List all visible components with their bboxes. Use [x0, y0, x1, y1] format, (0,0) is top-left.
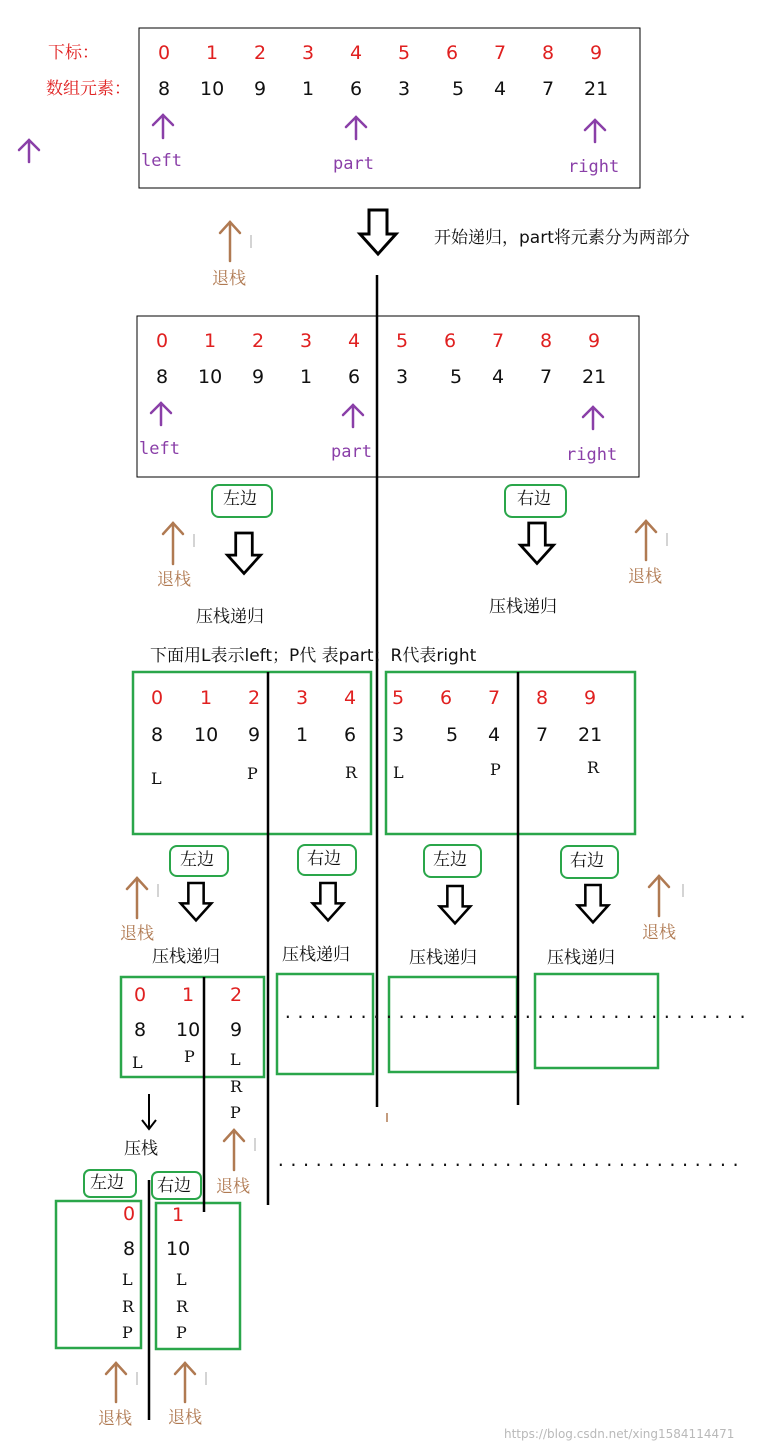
- b2-index-9: 9: [588, 330, 601, 352]
- leaf0-value: 8: [123, 1238, 136, 1260]
- index-2: 2: [254, 42, 267, 64]
- b2-value-9: 21: [582, 366, 607, 388]
- l2-index-6: 6: [440, 687, 453, 709]
- index-9: 9: [590, 42, 603, 64]
- leaf1-index: 1: [172, 1204, 185, 1226]
- index-row-label: 下标：: [48, 43, 99, 63]
- tag-right-1: 右边: [517, 489, 551, 509]
- index-3: 3: [302, 42, 315, 64]
- l2-value-5: 3: [392, 724, 405, 746]
- start-recursion-caption: 开始递归，part将元素分为两部分: [434, 228, 690, 248]
- l2-index-8: 8: [536, 687, 549, 709]
- l2-value-0: 8: [151, 724, 164, 746]
- l2-value-4: 6: [344, 724, 357, 746]
- b2-index-8: 8: [540, 330, 553, 352]
- l2-left-R: R: [345, 763, 358, 782]
- index-8: 8: [542, 42, 555, 64]
- b2-value-1: 10: [198, 366, 223, 388]
- l2-index-2: 2: [248, 687, 261, 709]
- l2-value-7: 4: [488, 724, 501, 746]
- value-8: 7: [542, 78, 555, 100]
- leaf0-R: R: [122, 1297, 135, 1316]
- leaf1-L: L: [176, 1270, 187, 1289]
- b2-value-7: 4: [492, 366, 505, 388]
- b2-index-1: 1: [204, 330, 217, 352]
- push-recursion-1: 压栈递归: [196, 607, 264, 627]
- l2-value-9: 21: [578, 724, 603, 746]
- tag-left-2a: 左边: [180, 850, 214, 870]
- tag-left-3: 左边: [90, 1173, 124, 1193]
- value-9: 21: [584, 78, 609, 100]
- l2-left-P: P: [247, 764, 258, 783]
- value-3: 1: [302, 78, 315, 100]
- value-5: 3: [398, 78, 411, 100]
- l2-left-L: L: [151, 769, 162, 788]
- l3-value-0: 8: [134, 1019, 147, 1041]
- left-pointer-label: left: [141, 151, 182, 171]
- b2-left-pointer-label: left: [139, 439, 180, 459]
- box-r-l: [389, 977, 517, 1072]
- l2-right-P: P: [490, 760, 501, 779]
- tag-right-2a: 右边: [307, 849, 341, 869]
- value-0: 8: [158, 78, 171, 100]
- index-6: 6: [446, 42, 459, 64]
- l3-L: L: [132, 1053, 143, 1072]
- l3-index-0: 0: [134, 984, 147, 1006]
- b2-index-5: 5: [396, 330, 409, 352]
- b2-value-2: 9: [252, 366, 265, 388]
- push-arrow: [142, 1094, 156, 1129]
- pop-label-3: 退栈: [628, 567, 662, 587]
- index-5: 5: [398, 42, 411, 64]
- l3-idx2-L: L: [230, 1050, 241, 1069]
- l2-index-3: 3: [296, 687, 309, 709]
- b2-value-6: 5: [450, 366, 463, 388]
- down-arrow-right-1: [520, 523, 553, 563]
- push-recursion-3: 压栈递归: [152, 947, 220, 967]
- leaf1-P: P: [176, 1323, 187, 1342]
- b2-right-pointer-label: right: [566, 445, 618, 465]
- right-pointer-label: right: [568, 157, 620, 177]
- pop-label-7: 退栈: [98, 1409, 132, 1429]
- index-4: 4: [350, 42, 363, 64]
- l2-value-8: 7: [536, 724, 549, 746]
- l3-idx2-R: R: [230, 1077, 243, 1096]
- dotted-line-1: .....................................: [283, 1003, 751, 1022]
- value-7: 4: [494, 78, 507, 100]
- box-l-r: [277, 974, 373, 1074]
- down-arrow-right-2b: [578, 885, 609, 922]
- pop-label-2: 退栈: [157, 570, 191, 590]
- index-7: 7: [494, 42, 507, 64]
- down-arrow-right-2a: [313, 883, 344, 920]
- elements-row-label: 数组元素：: [46, 79, 131, 99]
- l2-index-5: 5: [392, 687, 405, 709]
- b2-index-0: 0: [156, 330, 169, 352]
- l2-index-9: 9: [584, 687, 597, 709]
- bracket-marks: [137, 235, 683, 1385]
- leaf1-R: R: [176, 1297, 189, 1316]
- down-arrow-left-2b: [440, 886, 471, 923]
- notation-caption: 下面用L表示left；P代 表part；R代表right: [150, 646, 477, 666]
- box-right-half: [386, 672, 635, 834]
- index-1: 1: [206, 42, 219, 64]
- tag-right-2b: 右边: [570, 851, 604, 871]
- l2-value-2: 9: [248, 724, 261, 746]
- b2-value-5: 3: [396, 366, 409, 388]
- l2-right-R: R: [587, 758, 600, 777]
- leaf1-value: 10: [166, 1238, 191, 1260]
- l2-index-4: 4: [344, 687, 357, 709]
- b2-index-7: 7: [492, 330, 505, 352]
- l2-index-1: 1: [200, 687, 213, 709]
- l2-value-6: 5: [446, 724, 459, 746]
- l3-value-2: 9: [230, 1019, 243, 1041]
- l2-right-L: L: [393, 763, 404, 782]
- value-6: 5: [452, 78, 465, 100]
- l2-value-3: 1: [296, 724, 309, 746]
- tag-right-3: 右边: [157, 1176, 191, 1196]
- tag-left-1: 左边: [223, 489, 257, 509]
- leaf0-P: P: [122, 1323, 133, 1342]
- b2-value-0: 8: [156, 366, 169, 388]
- l2-index-7: 7: [488, 687, 501, 709]
- b2-part-pointer-label: part: [331, 442, 372, 462]
- l3-idx2-P: P: [230, 1103, 241, 1122]
- pop-arrows: [106, 222, 669, 1402]
- b2-index-3: 3: [300, 330, 313, 352]
- b2-index-2: 2: [252, 330, 265, 352]
- l2-index-0: 0: [151, 687, 164, 709]
- l3-index-1: 1: [182, 984, 195, 1006]
- push-recursion-5: 压栈递归: [409, 948, 477, 968]
- dotted-line-2: .....................................: [276, 1151, 744, 1170]
- pop-label-1: 退栈: [212, 269, 246, 289]
- pop-label-8: 退栈: [168, 1408, 202, 1428]
- push-recursion-2: 压栈递归: [489, 597, 557, 617]
- b2-value-3: 1: [300, 366, 313, 388]
- index-0: 0: [158, 42, 171, 64]
- push-recursion-6: 压栈递归: [547, 948, 615, 968]
- down-arrow-start: [360, 210, 396, 254]
- box-leaf-1: [156, 1203, 240, 1349]
- push-recursion-4: 压栈递归: [282, 945, 350, 965]
- l2-value-1: 10: [194, 724, 219, 746]
- value-1: 10: [200, 78, 225, 100]
- leaf0-L: L: [122, 1270, 133, 1289]
- down-arrow-left-1: [227, 533, 260, 573]
- part-pointer-label: part: [333, 154, 374, 174]
- tag-left-2b: 左边: [433, 850, 467, 870]
- watermark: https://blog.csdn.net/xing1584114471: [504, 1427, 735, 1441]
- value-2: 9: [254, 78, 267, 100]
- l3-value-1: 10: [176, 1019, 201, 1041]
- pop-label-6: 退栈: [216, 1177, 250, 1197]
- l3-P: P: [184, 1047, 195, 1066]
- b2-value-4: 6: [348, 366, 361, 388]
- pop-label-4: 退栈: [120, 924, 154, 944]
- pop-label-5: 退栈: [642, 923, 676, 943]
- leaf0-index: 0: [123, 1203, 136, 1225]
- push-label: 压栈: [124, 1139, 158, 1159]
- b2-index-6: 6: [444, 330, 457, 352]
- b2-index-4: 4: [348, 330, 361, 352]
- b2-value-8: 7: [540, 366, 553, 388]
- down-arrow-left-2a: [181, 883, 212, 920]
- value-4: 6: [350, 78, 363, 100]
- l3-index-2: 2: [230, 984, 243, 1006]
